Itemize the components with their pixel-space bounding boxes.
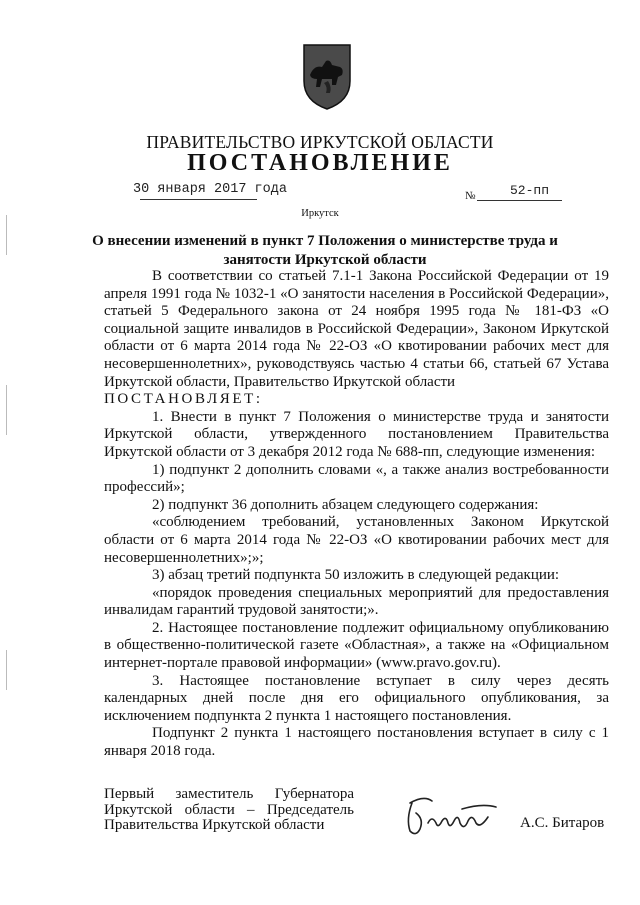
document-number: 52-пп [510,183,550,198]
irkutsk-coat-of-arms-icon [300,41,354,111]
document-body [104,268,609,761]
signatory-position [104,787,354,834]
clause-1: 1. Внести в пункт 7 Положения о министерстве труда и занятости Иркутской области, утвержденного постановлением Правительства Иркутской области от 3 декабря 2012 года № 688-пп, следующие изменения: [104,408,609,460]
city: Иркутск [301,208,339,219]
document-type: ПОСТАНОВЛЕНИЕ [187,150,453,176]
resolves-keyword: ПОСТАНОВЛЯЕТ: [104,391,263,408]
government-name: ПРАВИТЕЛЬСТВО ИРКУТСКОЙ ОБЛАСТИ [146,132,494,152]
number-underline [477,200,562,201]
clause-3: 3. Настоящее постановление вступает в силу через десять календарных дней после дня его официального опубликования, за исключением подпункта 2 пункта 1 настоящего постановления. [104,672,609,724]
position-line: Первый заместитель Губернатора [104,786,354,802]
subclause-2-text: «соблюдением требований, установленных Законом Иркутской области от 6 марта 2014 года № 22-ОЗ «О квотировании рабочих мест для несовершеннолетних»;»; [104,514,609,566]
subclause-1: 1) подпункт 2 дополнить словами «, а также анализ востребованности профессий»; [104,461,609,496]
date-underline [140,199,257,200]
document-heading: О внесении изменений в пункт 7 Положения о министерстве труда и занятости Иркутской области [92,233,558,268]
handwritten-signature [402,793,500,837]
position-line: Иркутской области – Председатель [104,801,354,818]
number-label: № [465,190,476,202]
clause-2: 2. Настоящее постановление подлежит официальному опубликованию в общественно-политической газете «Областная», а также на «Официальном интернет-портале правовой информации» (www.pravo.gov.ru). [104,619,609,672]
subclause-2: 2) подпункт 36 дополнить абзацем следующего содержания: [152,496,539,513]
clause-3-exception: Подпункт 2 пункта 1 настоящего постановления вступает в силу с 1 января 2018 года. [104,725,609,760]
signatory-name: А.С. Битаров [520,815,605,831]
document-date: 30 января 2017 года [133,182,287,197]
preamble-paragraph: В соответствии со статьей 7.1-1 Закона Российской Федерации от 19 апреля 1991 года № 1032-1 «О занятости населения в Российской Федерации», статьей 5 Федерального закона от 24 ноября 1995 года № 181-ФЗ «О социальной защите инвалидов в Российской Федерации», Законом Иркутской области от 6 марта 2014 года № 22-ОЗ «О квотировании рабочих мест для несовершеннолетних», руководствуясь частью 4 статьи 66, статьей 67 Устава Иркутской области, Правительство Иркутской области [104,268,609,390]
subclause-3: 3) абзац третий подпункта 50 изложить в следующей редакции: [152,567,560,584]
subclause-3-text: «порядок проведения специальных мероприятий для предоставления инвалидам гарантий трудовой занятости;». [104,584,609,619]
position-line: Правительства Иркутской области [104,817,325,833]
